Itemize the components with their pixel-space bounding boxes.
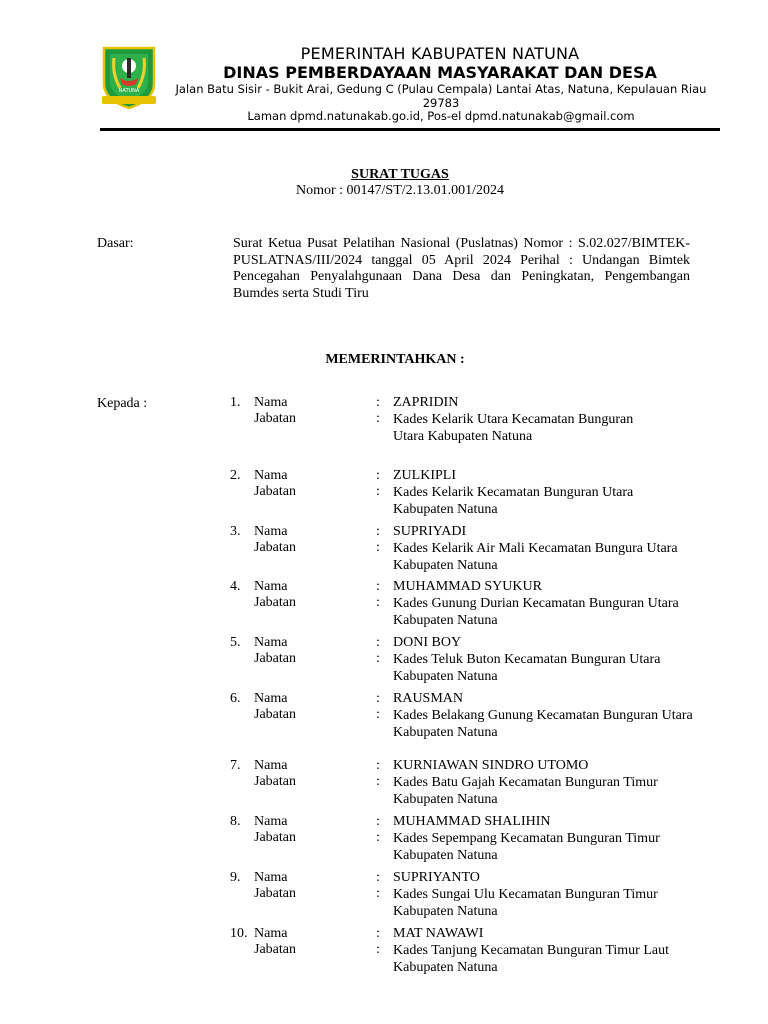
colon: : [376, 484, 380, 499]
recipient-name: MUHAMMAD SYUKUR [393, 579, 542, 594]
natuna-regency-logo [98, 44, 160, 110]
recipient-number: 10. [230, 926, 248, 941]
nama-label: Nama [254, 579, 288, 594]
letterhead-divider [100, 128, 720, 131]
colon: : [376, 691, 380, 706]
jabatan-label: Jabatan [254, 540, 296, 555]
recipient-number: 2. [230, 468, 241, 483]
jabatan-label: Jabatan [254, 411, 296, 426]
recipient-name: ZULKIPLI [393, 468, 456, 483]
jabatan-label: Jabatan [254, 830, 296, 845]
header-contact: Laman dpmd.natunakab.go.id, Pos-el dpmd.natunakab@gmail.com [247, 109, 635, 123]
jabatan-label: Jabatan [254, 707, 296, 722]
recipient-name: MUHAMMAD SHALIHIN [393, 814, 551, 829]
jabatan-label: Jabatan [254, 595, 296, 610]
nama-label: Nama [254, 635, 288, 650]
recipient-position: Kades Tanjung Kecamatan Bunguran Timur Laut Kabupaten Natuna [393, 943, 669, 975]
kepada-label: Kepada : [97, 396, 148, 411]
recipient-position: Kades Kelarik Air Mali Kecamatan Bungura Utara Kabupaten Natuna [393, 541, 678, 573]
jabatan-label: Jabatan [254, 886, 296, 901]
dasar-label: Dasar: [97, 236, 134, 251]
colon: : [376, 540, 380, 555]
jabatan-label: Jabatan [254, 942, 296, 957]
colon: : [376, 595, 380, 610]
colon: : [376, 395, 380, 410]
recipient-position: Kades Batu Gajah Kecamatan Bunguran Timur Kabupaten Natuna [393, 775, 658, 807]
perintah-heading: MEMERINTAHKAN : [325, 352, 465, 367]
recipient-number: 1. [230, 395, 241, 410]
recipient-position: Kades Kelarik Kecamatan Bunguran Utara Kabupaten Natuna [393, 485, 634, 517]
colon: : [376, 774, 380, 789]
jabatan-label: Jabatan [254, 651, 296, 666]
nama-label: Nama [254, 758, 288, 773]
recipient-name: DONI BOY [393, 635, 462, 650]
recipient-number: 8. [230, 814, 241, 829]
recipient-number: 5. [230, 635, 241, 650]
colon: : [376, 758, 380, 773]
jabatan-label: Jabatan [254, 484, 296, 499]
recipient-position: Kades Sungai Ulu Kecamatan Bunguran Timur Kabupaten Natuna [393, 887, 658, 919]
recipient-position: Kades Belakang Gunung Kecamatan Bunguran Utara Kabupaten Natuna [393, 708, 693, 740]
recipient-name: SUPRIYANTO [393, 870, 480, 885]
jabatan-label: Jabatan [254, 774, 296, 789]
recipient-name: ZAPRIDIN [393, 395, 459, 410]
colon: : [376, 579, 380, 594]
colon: : [376, 411, 380, 426]
recipient-name: KURNIAWAN SINDRO UTOMO [393, 758, 589, 773]
nama-label: Nama [254, 468, 288, 483]
colon: : [376, 830, 380, 845]
recipient-number: 3. [230, 524, 241, 539]
colon: : [376, 886, 380, 901]
nama-label: Nama [254, 524, 288, 539]
recipient-number: 6. [230, 691, 241, 706]
colon: : [376, 651, 380, 666]
recipient-number: 7. [230, 758, 241, 773]
document-number: Nomor : 00147/ST/2.13.01.001/2024 [295, 183, 505, 198]
colon: : [376, 926, 380, 941]
colon: : [376, 468, 380, 483]
dasar-text: Surat Ketua Pusat Pelatihan Nasional (Puslatnas) Nomor : S.02.027/BIMTEK-PUSLATNAS/III/2024 tanggal 05 April 2024 Perihal : Undangan Bimtek Pencegahan Penyalahgunaan Dana Desa dan Peningkatan, Pengembangan Bumdes serta Studi Tiru [233, 236, 690, 301]
nama-label: Nama [254, 814, 288, 829]
header-agency: DINAS PEMBERDAYAAN MASYARAKAT DAN DESA [223, 63, 657, 82]
recipient-name: SUPRIYADI [393, 524, 467, 539]
nama-label: Nama [254, 395, 288, 410]
colon: : [376, 524, 380, 539]
recipient-position: Kades Gunung Durian Kecamatan Bunguran Utara Kabupaten Natuna [393, 596, 679, 628]
document-title: SURAT TUGAS [351, 167, 449, 182]
colon: : [376, 635, 380, 650]
recipient-position: Kades Teluk Buton Kecamatan Bunguran Utara Kabupaten Natuna [393, 652, 661, 684]
colon: : [376, 707, 380, 722]
header-address: Jalan Batu Sisir - Bukit Arai, Gedung C (Pulau Cempala) Lantai Atas, Natuna, Kepulauan Riau 29783 [175, 82, 707, 110]
colon: : [376, 870, 380, 885]
recipient-number: 9. [230, 870, 241, 885]
recipient-position: Kades Sepempang Kecamatan Bunguran Timur Kabupaten Natuna [393, 831, 660, 863]
recipient-name: MAT NAWAWI [393, 926, 484, 941]
recipient-name: RAUSMAN [393, 691, 464, 706]
recipient-number: 4. [230, 579, 241, 594]
colon: : [376, 942, 380, 957]
recipient-position: Kades Kelarik Utara Kecamatan Bunguran Utara Kabupaten Natuna [393, 412, 634, 444]
nama-label: Nama [254, 926, 288, 941]
nama-label: Nama [254, 691, 288, 706]
header-government: PEMERINTAH KABUPATEN NATUNA [300, 44, 580, 63]
nama-label: Nama [254, 870, 288, 885]
logo-text: NATUNA [118, 88, 140, 94]
colon: : [376, 814, 380, 829]
